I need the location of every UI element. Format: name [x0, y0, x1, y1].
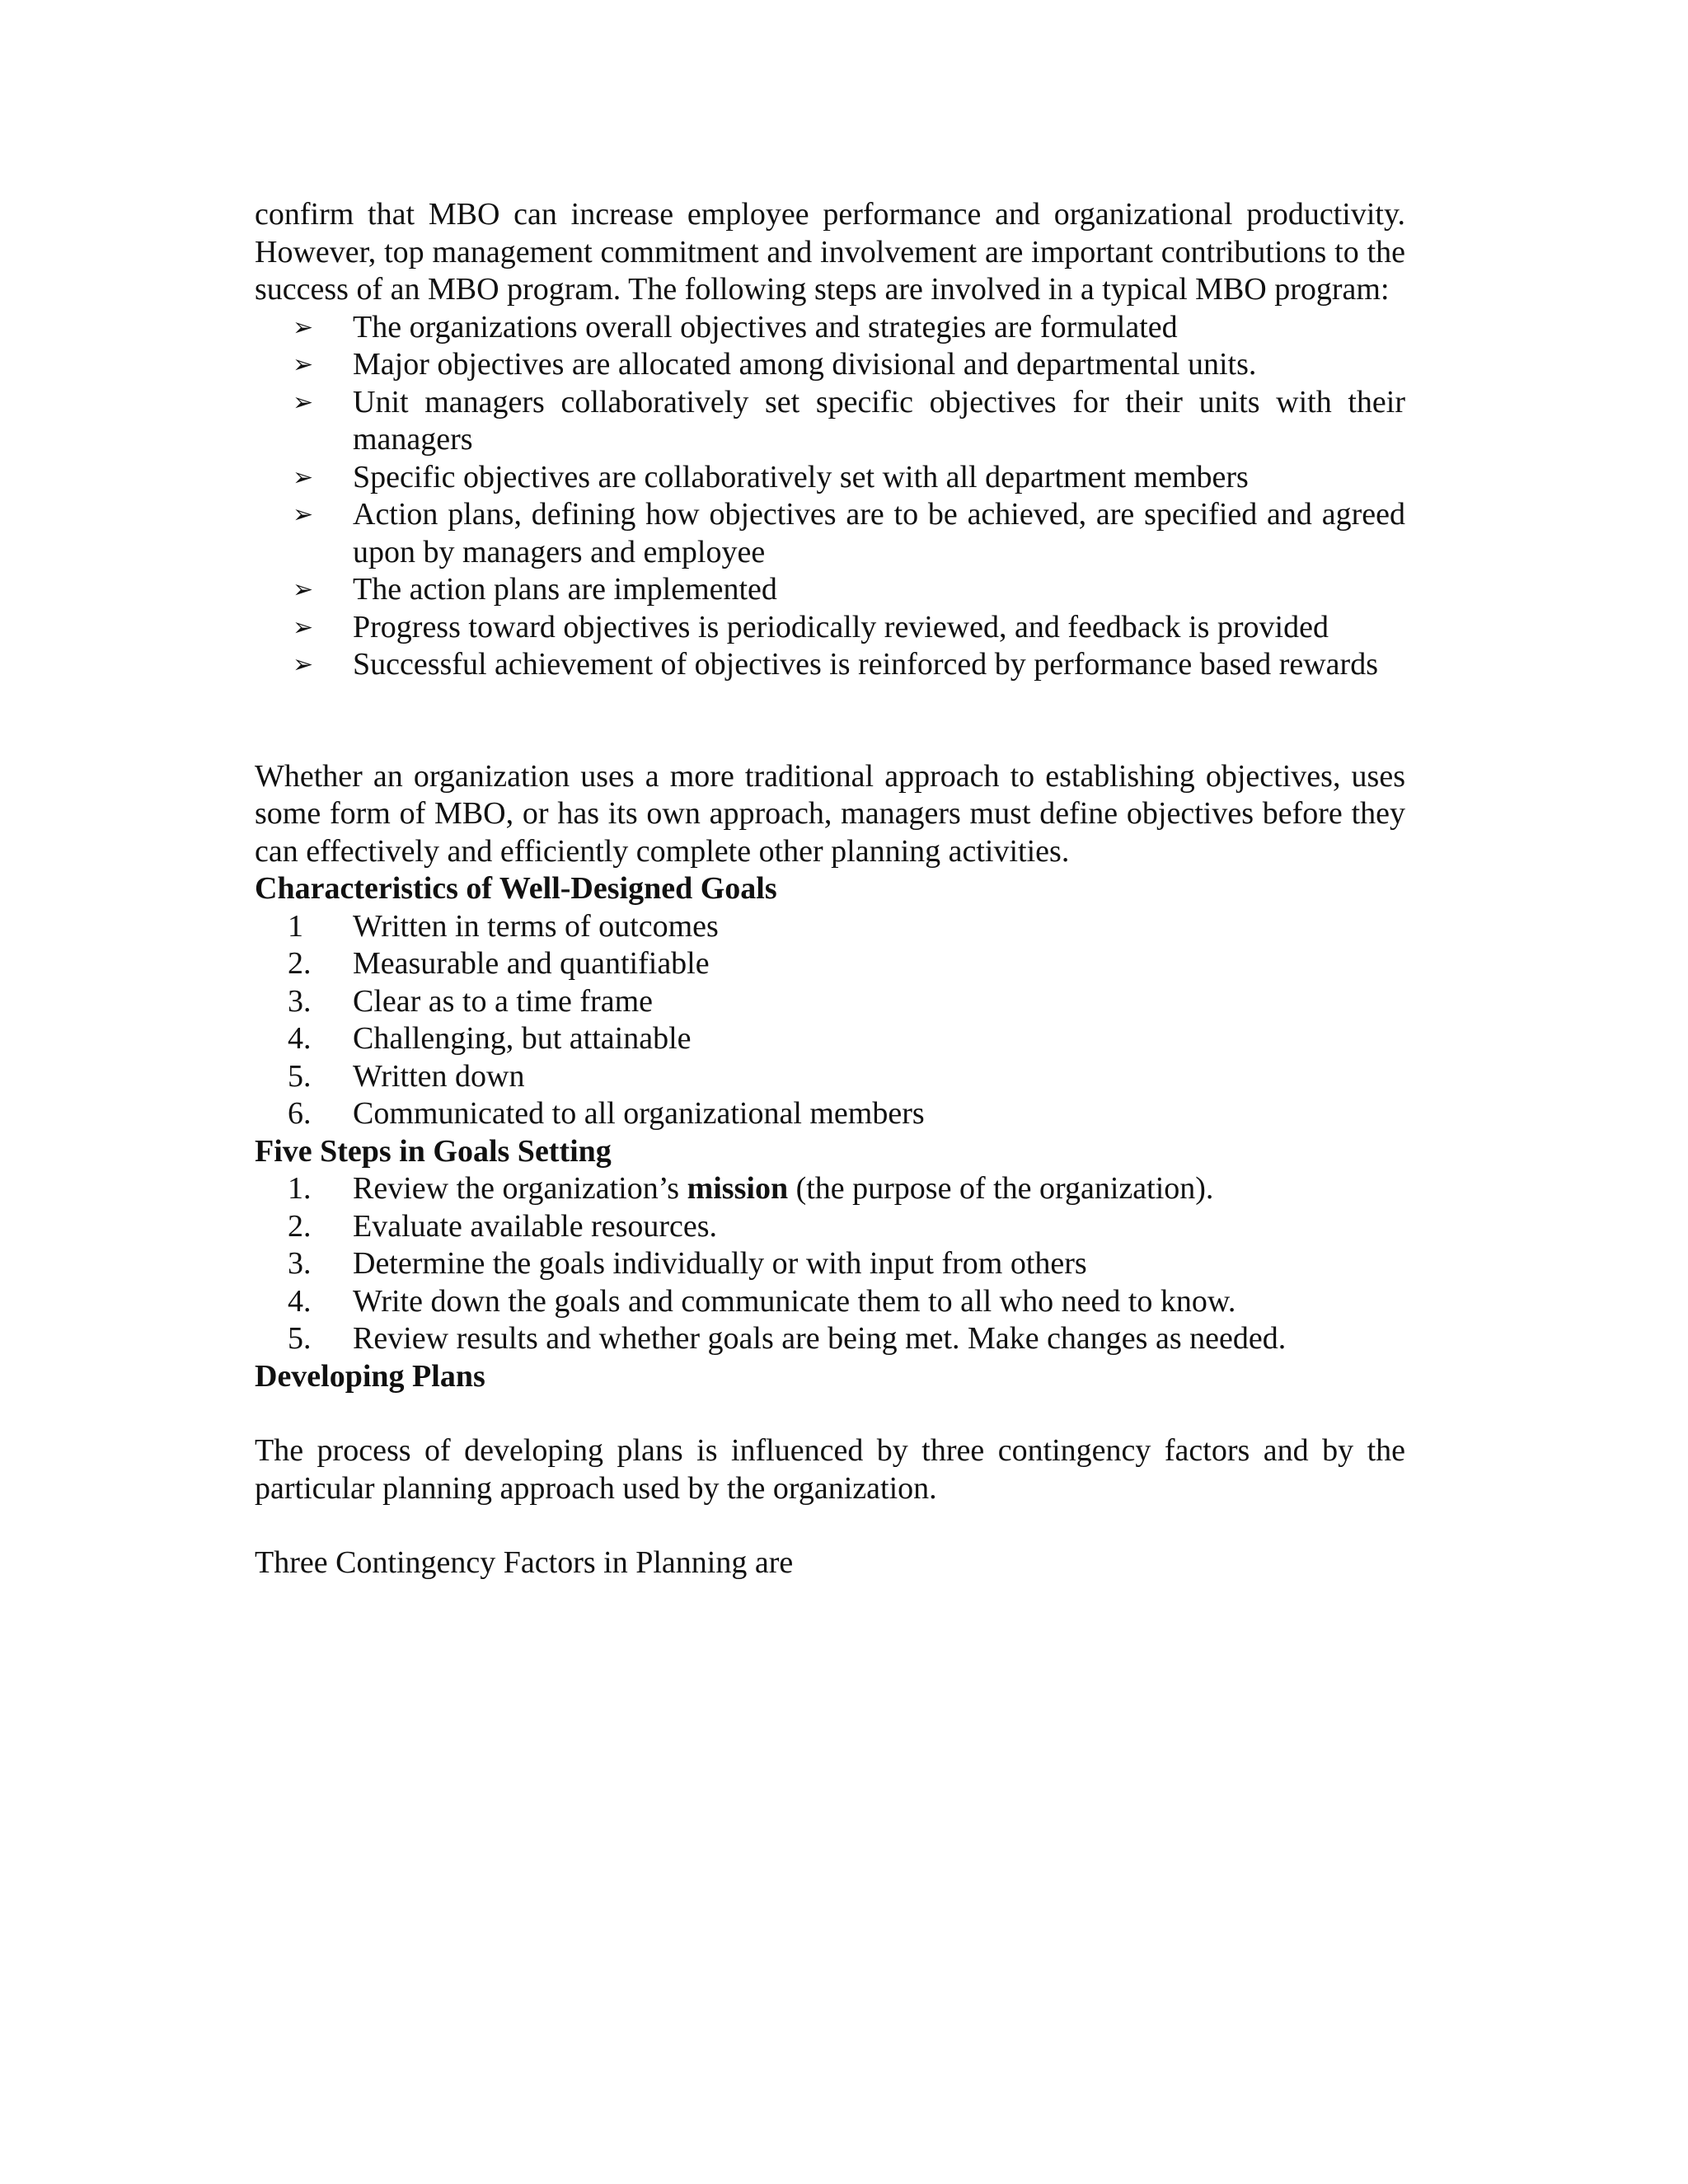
- list-item: [255, 571, 1405, 609]
- list-item: [255, 1283, 1405, 1321]
- mission-bold-term: mission: [687, 1171, 789, 1206]
- list-item-text-after: (the purpose of the organization).: [788, 1171, 1214, 1206]
- list-number: 2.: [288, 946, 312, 981]
- list-number: 5.: [288, 1321, 312, 1356]
- list-number: 5.: [288, 1058, 312, 1094]
- list-item-text: Clear as to a time frame: [353, 983, 654, 1019]
- list-item: [255, 384, 1405, 459]
- list-item: [255, 459, 1405, 497]
- list-item: [255, 309, 1405, 347]
- arrowhead-bullet-icon: ➢: [293, 350, 314, 379]
- list-number: 2.: [288, 1208, 312, 1244]
- list-item-text: Successful achievement of objectives is reinforced by performance based rewards: [353, 647, 1378, 682]
- mbo-steps-list: [255, 309, 1405, 684]
- five-steps-list: [255, 1170, 1405, 1358]
- list-item: [255, 1095, 1405, 1133]
- list-item-text: Communicated to all organizational members: [353, 1096, 925, 1131]
- list-item-text-before: Review the organization’s: [353, 1171, 687, 1206]
- document-page: [255, 196, 1405, 1582]
- characteristics-heading: Characteristics of Well-Designed Goals: [255, 871, 777, 906]
- intro-paragraph: confirm that MBO can increase employee performance and organizational productivity. However, top management commitment and involvement are important contributions to the success of an MBO program. The following steps are involved in a typical MBO program:: [255, 197, 1405, 307]
- list-item-text: The organizations overall objectives and strategies are formulated: [353, 309, 1178, 344]
- list-item-text: Written in terms of outcomes: [353, 908, 719, 944]
- arrowhead-bullet-icon: ➢: [293, 312, 314, 342]
- contingency-factors-intro: Three Contingency Factors in Planning are: [255, 1545, 794, 1580]
- list-item-text: Write down the goals and communicate them to all who need to know.: [353, 1283, 1236, 1319]
- whether-paragraph: Whether an organization uses a more traditional approach to establishing objectives, uses some form of MBO, or has its own approach, managers must define objectives before they can effectively and efficiently complete other planning activities.: [255, 758, 1405, 869]
- list-number: 1: [288, 908, 303, 944]
- list-number: 3.: [288, 983, 312, 1019]
- list-item: [255, 496, 1405, 571]
- list-item-text: Progress toward objectives is periodically reviewed, and feedback is provided: [353, 609, 1329, 644]
- arrowhead-bullet-icon: ➢: [293, 500, 314, 529]
- list-item-text: Action plans, defining how objectives are to be achieved, are specified and agreed upon by managers and employee: [353, 497, 1405, 569]
- list-item-text: The action plans are implemented: [353, 572, 777, 607]
- list-item-text: Determine the goals individually or with input from others: [353, 1246, 1087, 1281]
- five-steps-heading: Five Steps in Goals Setting: [255, 1133, 612, 1169]
- list-item: [255, 1245, 1405, 1283]
- list-item: [255, 1208, 1405, 1246]
- developing-plans-heading: Developing Plans: [255, 1358, 485, 1394]
- list-number: 4.: [288, 1283, 312, 1319]
- list-item-text: Challenging, but attainable: [353, 1021, 692, 1056]
- developing-plans-paragraph: The process of developing plans is influenced by three contingency factors and by the particular planning approach used by the organization.: [255, 1433, 1405, 1506]
- list-item: [255, 983, 1405, 1021]
- list-item: [255, 646, 1405, 684]
- arrowhead-bullet-icon: ➢: [293, 650, 314, 679]
- list-item-text: Written down: [353, 1058, 525, 1094]
- list-item-text: Major objectives are allocated among divisional and departmental units.: [353, 347, 1257, 382]
- list-number: 4.: [288, 1021, 312, 1056]
- list-item-text: Specific objectives are collaboratively set with all department members: [353, 459, 1249, 494]
- arrowhead-bullet-icon: ➢: [293, 387, 314, 417]
- characteristics-list: [255, 908, 1405, 1133]
- list-item: [255, 1170, 1405, 1208]
- list-item: [255, 346, 1405, 384]
- list-item: [255, 908, 1405, 946]
- arrowhead-bullet-icon: ➢: [293, 612, 314, 642]
- list-item: [255, 1020, 1405, 1058]
- list-item: [255, 1320, 1405, 1358]
- arrowhead-bullet-icon: ➢: [293, 575, 314, 604]
- list-item: [255, 1058, 1405, 1096]
- list-item-text: Evaluate available resources.: [353, 1208, 718, 1244]
- list-number: 1.: [288, 1171, 312, 1206]
- list-item-text: Review results and whether goals are being met. Make changes as needed.: [353, 1321, 1287, 1356]
- list-item: [255, 945, 1405, 983]
- list-number: 3.: [288, 1246, 312, 1281]
- arrowhead-bullet-icon: ➢: [293, 462, 314, 492]
- list-item: [255, 609, 1405, 647]
- list-item-text: Unit managers collaboratively set specific objectives for their units with their managers: [353, 384, 1405, 457]
- list-number: 6.: [288, 1096, 312, 1131]
- list-item-text: Measurable and quantifiable: [353, 946, 710, 981]
